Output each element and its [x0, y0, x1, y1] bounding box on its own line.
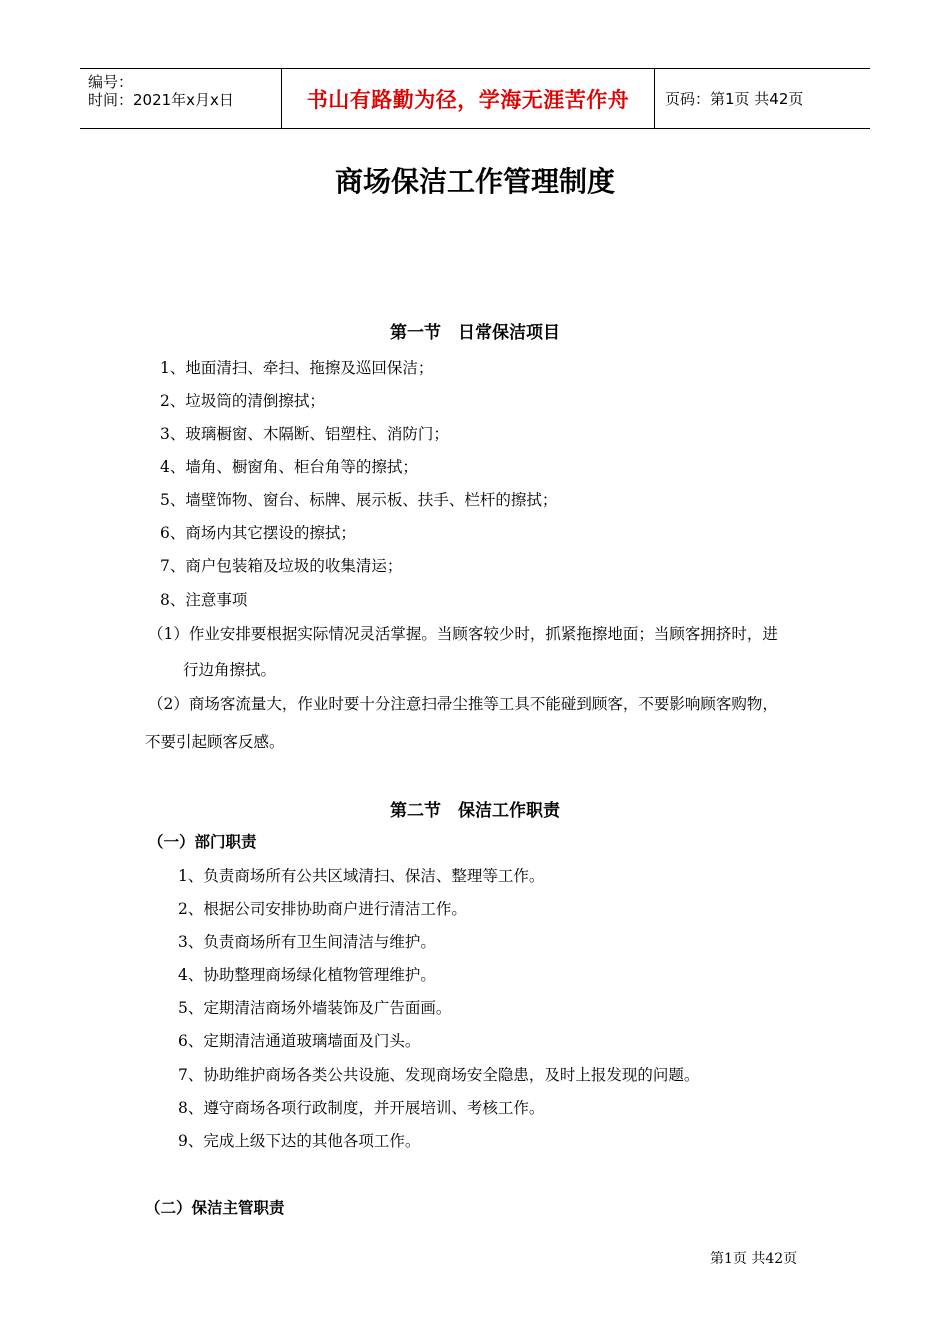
section2-heading: 第二节 保洁工作职责	[390, 801, 560, 821]
section1-item: 7、商户包装箱及垃圾的收集清运；	[160, 557, 403, 575]
section2-item: 2、根据公司安排协助商户进行清洁工作。	[178, 900, 467, 918]
section2-item: 4、协助整理商场绿化植物管理维护。	[178, 966, 436, 984]
section1-item: 1、地面清扫、牵扫、拖擦及巡回保洁；	[160, 359, 434, 377]
document-title: 商场保洁工作管理制度	[334, 165, 615, 198]
section1-note2-cont: 不要引起顾客反感。	[145, 733, 285, 751]
section2-item: 6、定期清洁通道玻璃墙面及门头。	[178, 1032, 421, 1050]
section2-subheading-dept: （一）部门职责	[148, 833, 257, 851]
section1-item: 2、垃圾筒的清倒擦拭；	[160, 392, 325, 410]
section2-item: 7、协助维护商场各类公共设施、发现商场安全隐患，及时上报发现的问题。	[178, 1066, 700, 1084]
header-motto: 书山有路勤为径，学海无涯苦作舟	[306, 87, 630, 112]
section1-note2: （2）商场客流量大，作业时要十分注意扫帚尘推等工具不能碰到顾客，不要影响顾客购物，	[148, 695, 778, 713]
header-page-cell	[655, 69, 870, 128]
page-footer: 第1页 共42页	[710, 1251, 798, 1267]
page-header	[80, 68, 870, 129]
section1-item: 5、墙壁饰物、窗台、标牌、展示板、扶手、栏杆的擦拭；	[160, 491, 558, 509]
section1-item: 4、墙角、橱窗角、柜台角等的擦拭；	[160, 458, 418, 476]
section1-item: 3、玻璃橱窗、木隔断、铝塑柱、消防门；	[160, 425, 449, 443]
header-info-cell	[80, 69, 282, 128]
section2-item: 8、遵守商场各项行政制度，并开展培训、考核工作。	[178, 1099, 545, 1117]
section1-note1: （1）作业安排要根据实际情况灵活掌握。当顾客较少时，抓紧拖擦地面；当顾客拥挤时，进	[148, 625, 778, 643]
section2-item: 3、负责商场所有卫生间清洁与维护。	[178, 933, 436, 951]
section1-heading: 第一节 日常保洁项目	[390, 323, 560, 343]
section1-item: 6、商场内其它摆设的擦拭；	[160, 524, 356, 542]
header-time: 时间：2021年x月x日	[88, 91, 234, 109]
section2-item: 1、负责商场所有公共区域清扫、保洁、整理等工作。	[178, 867, 545, 885]
section2-item: 5、定期清洁商场外墙装饰及广告面画。	[178, 999, 452, 1017]
header-code-label: 编号：	[88, 73, 134, 91]
section2-subheading-supervisor: （二）保洁主管职责	[145, 1199, 285, 1217]
section1-note1-cont: 行边角擦拭。	[183, 661, 277, 679]
header-motto-cell	[282, 69, 655, 128]
section1-item: 8、注意事项	[160, 591, 248, 609]
header-page-number: 页码：第1页 共42页	[665, 90, 804, 108]
section2-item: 9、完成上级下达的其他各项工作。	[178, 1132, 421, 1150]
